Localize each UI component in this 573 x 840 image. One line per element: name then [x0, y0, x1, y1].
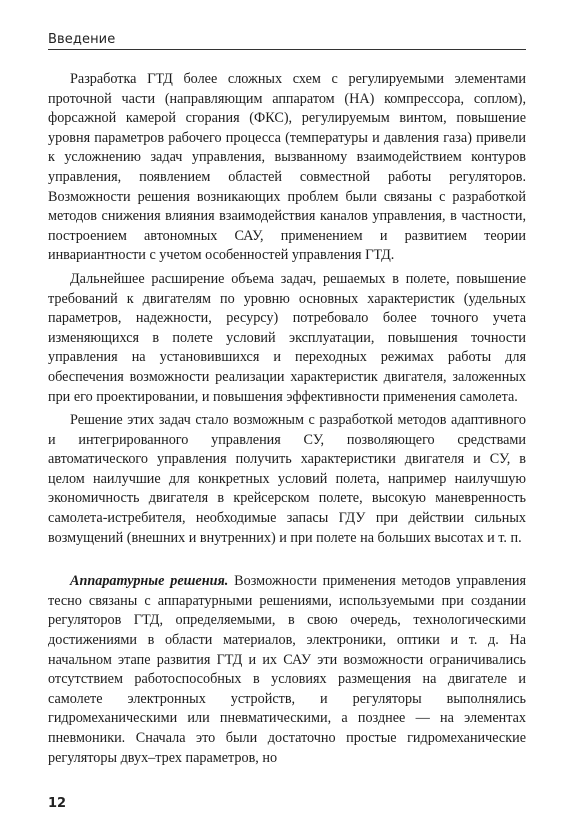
running-header: Введение — [48, 32, 116, 47]
paragraph-2: Дальнейшее расширение объема задач, решаемых в полете, повышение требований к двигателям по уровню основных характеристик (удельных параметров, надежности, ресурсу) потребовало более точного учета изменяющихся в полете условий эксплуатации, повышения точности управления на установившихся и переходных режимах работы для обеспечения возможности реализации характеристик двигателя, заложенных при его проектировании, и повышения эффективности применения самолета. — [48, 270, 526, 405]
paragraph-3: Решение этих задач стало возможным с разработкой методов адаптивного и интегрированного управления СУ, позволяющего средствами автоматического управления получить характеристики двигателя и СУ, в целом наилучшие для конкретных условий полета, например наилучшую экономичность двигателя в крейсерском полете, высокую маневренность самолета-истребителя, необходимые запасы ГДУ при действии сильных возмущений (внешних и внутренних) и при полете на больших высотах и т. п. — [48, 412, 526, 546]
header-rule — [48, 49, 526, 50]
page-number: 12 — [48, 796, 67, 811]
run-in-heading: Аппаратурные решения. — [70, 573, 229, 590]
paragraph-1: Разработка ГТД более сложных схем с регулируемыми элементами проточной части (направляющим аппаратом (НА) компрессора, соплом), форсажной камерой сгорания (ФКС), регулируемым винтом, повышение уровня параметров рабочего процесса (температуры и давления газа) привели к усложнению задач управления, вызванному взаимодействием контуров управления, появлением областей совместной работы регуляторов. Возможности решения возникающих проблем были связаны с разработкой методов снижения влияния взаимодействия каналов управления, в частности, построением автономных САУ, применением и развитием теории инвариантности с учетом особенностей управления ГТД. — [48, 71, 526, 264]
section-paragraph — [48, 572, 526, 768]
section-paragraph-text: Возможности применения методов управления тесно связаны с аппаратурными решениями, используемыми при создании регуляторов ГТД, определяемыми, в свою очередь, технологическими достижениями в области материалов, электроники, оптики и т. д. На начальном этапе развития ГТД и их САУ эти возможности ограничивались отсутствием работоспособных в условиях размещения на двигателе и самолете электронных устройств, и регуляторы выполнялись гидромеханическими или пневматическими, а позднее — на элементах пневмоники. Сначала это были достаточно простые гидромеханические регуляторы двух–трех параметров, но — [48, 573, 526, 766]
body-text — [48, 70, 526, 768]
